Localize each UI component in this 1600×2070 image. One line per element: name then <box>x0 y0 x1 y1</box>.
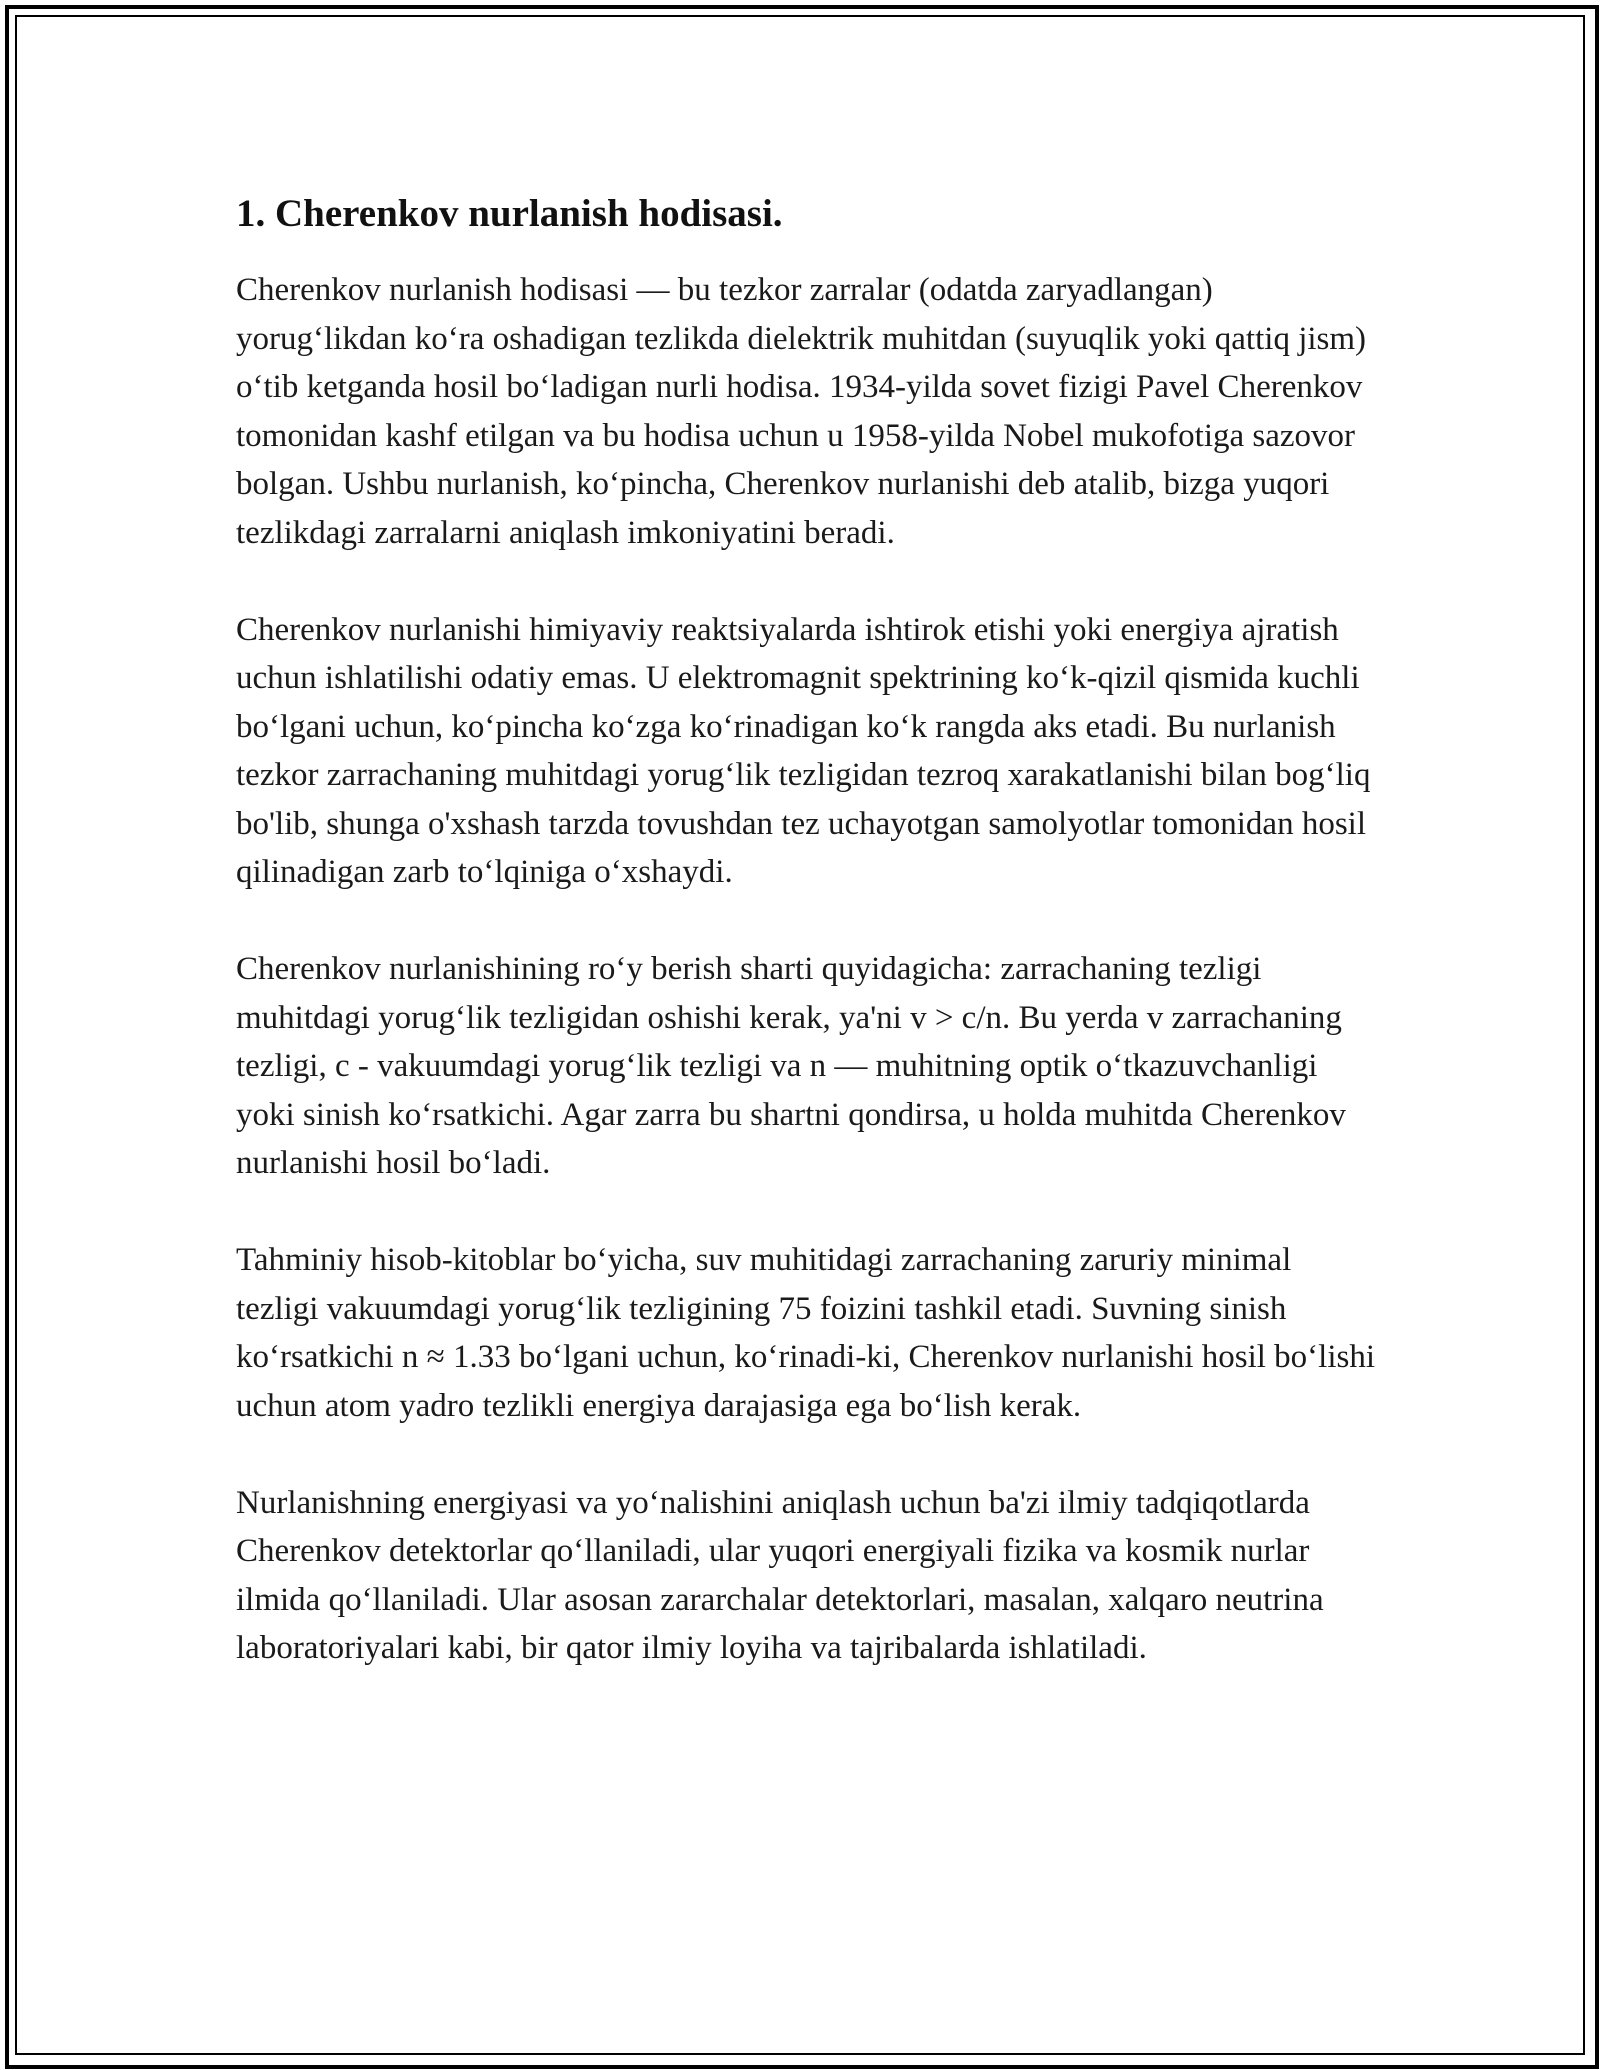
paragraph-4: Tahminiy hisob-kitoblar bo‘yicha, suv muhitidagi zarrachaning zaruriy minimal tezligi vakuumdagi yorug‘lik tezligining 75 foizini tashkil etadi. Suvning sinish ko‘rsatkichi n ≈ 1.33 bo‘lgani uchun, ko‘rinadi-ki, Cherenkov nurlanishi hosil bo‘lishi uchun atom yadro tezlikli energiya darajasiga ega bo‘lish kerak. <box>236 1242 1376 1424</box>
document-title: 1. Cherenkov nurlanish hodisasi. <box>236 192 783 235</box>
document-body <box>236 188 1376 1721</box>
paragraph-3: Cherenkov nurlanishining ro‘y berish sharti quyidagicha: zarrachaning tezligi muhitdagi yorug‘lik tezligidan oshishi kerak, ya'ni v > c/n. Bu yerda v zarrachaning tezligi, c - vakuumdagi yorug‘lik tezligi va n — muhitning optik o‘tkazuvchanligi yoki sinish ko‘rsatkichi. Agar zarra bu shartni qondirsa, u holda muhitda Cherenkov nurlanishi hosil bo‘ladi. <box>236 951 1346 1181</box>
paragraph-2: Cherenkov nurlanishi himiyaviy reaktsiyalarda ishtirok etishi yoki energiya ajratish uchun ishlatilishi odatiy emas. U elektromagnit spektrining ko‘k-qizil qismida kuchli bo‘lgani uchun, ko‘pincha ko‘zga ko‘rinadigan ko‘k rangda aks etadi. Bu nurlanish tezkor zarrachaning muhitdagi yorug‘lik tezligidan tezroq xarakatlanishi bilan bog‘liq bo'lib, shunga o'xshash tarzda tovushdan tez uchayotgan samolyotlar tomonidan hosil qilinadigan zarb to‘lqiniga o‘xshaydi. <box>236 611 1371 890</box>
paragraph-1: Cherenkov nurlanish hodisasi — bu tezkor zarralar (odatda zaryadlangan) yorug‘likdan ko‘ra oshadigan tezlikda dielektrik muhitdan (suyuqlik yoki qattiq jism) o‘tib ketganda hosil bo‘ladigan nurli hodisa. 1934-yilda sovet fizigi Pavel Cherenkov tomonidan kashf etilgan va bu hodisa uchun u 1958-yilda Nobel mukofotiga sazovor bolgan. Ushbu nurlanish, ko‘pincha, Cherenkov nurlanishi deb atalib, bizga yuqori tezlikdagi zarralarni aniqlash imkoniyatini beradi. <box>236 272 1367 551</box>
paragraph-5: Nurlanishning energiyasi va yo‘nalishini aniqlash uchun ba'zi ilmiy tadqiqotlarda Cherenkov detektorlar qo‘llaniladi, ular yuqori energiyali fizika va kosmik nurlar ilmida qo‘llaniladi. Ular asosan zararchalar detektorlari, masalan, xalqaro neutrina laboratoriyalari kabi, bir qator ilmiy loyiha va tajribalarda ishlatiladi. <box>236 1484 1324 1666</box>
